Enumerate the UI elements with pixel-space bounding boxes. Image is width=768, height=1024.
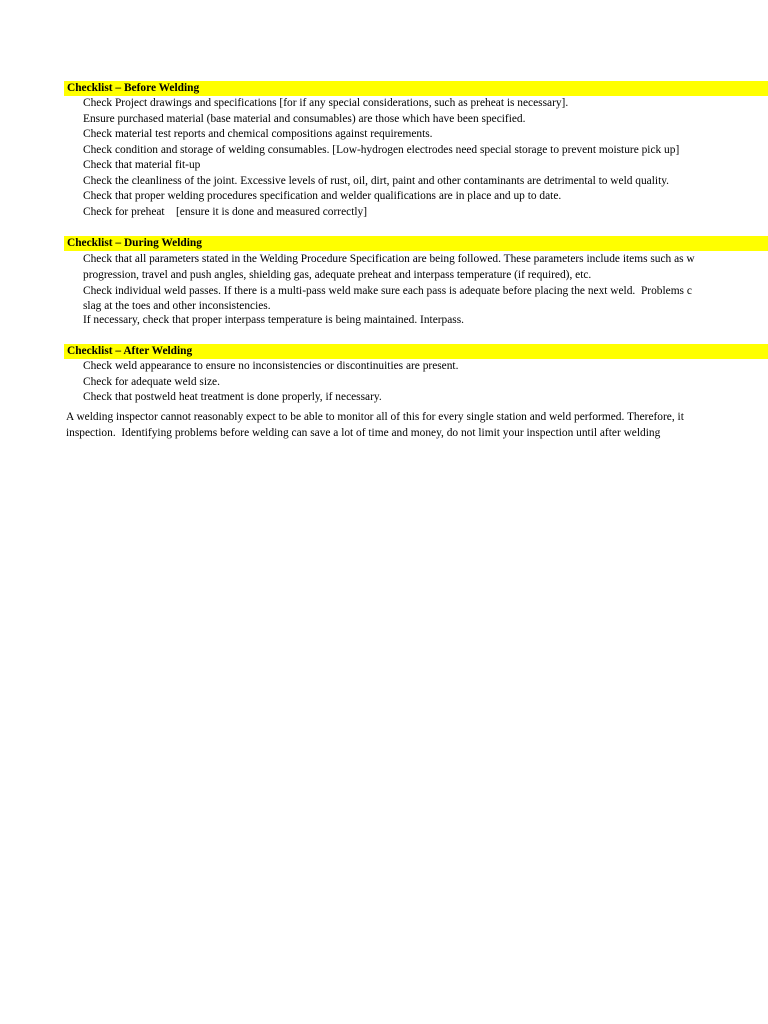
- checklist-item: Check material test reports and chemical compositions against requirements.: [83, 128, 433, 140]
- checklist-item: Check that postweld heat treatment is done properly, if necessary.: [83, 391, 382, 403]
- checklist-item-line: progression, travel and push angles, shielding gas, adequate preheat and interpass temperature (if required), etc.: [83, 268, 592, 281]
- checklist-item: Check Project drawings and specifications [for if any special considerations, such as preheat is necessary].: [83, 97, 569, 109]
- checklist-item: If necessary, check that proper interpass temperature is being maintained. Interpass.: [83, 314, 465, 326]
- checklist-item: Check the cleanliness of the joint. Excessive levels of rust, oil, dirt, paint and other contaminants are detrimental to weld quality.: [83, 174, 670, 187]
- checklist-item-line: Check individual weld passes. If there is a multi-pass weld make sure each pass is adequate before placing the next weld. Problems c: [83, 284, 692, 297]
- checklist-item: Check that proper welding procedures specification and welder qualifications are in place and up to date.: [83, 190, 562, 202]
- checklist-item: Check for adequate weld size.: [83, 375, 220, 388]
- checklist-item: Check that material fit-up: [83, 159, 201, 171]
- closing-paragraph: [66, 410, 768, 441]
- checklist-item: Check condition and storage of welding consumables. [Low-hydrogen electrodes need special storage to prevent moisture pick up]: [83, 143, 680, 156]
- checklist-item: [83, 252, 768, 283]
- checklist-item: [83, 284, 768, 315]
- section-heading-during-welding: Checklist – During Welding: [64, 236, 768, 251]
- checklist-item: Check for preheat [ensure it is done and measured correctly]: [83, 205, 368, 218]
- checklist-item-line: Check that all parameters stated in the Welding Procedure Specification are being followed. These parameters include items such as w: [83, 253, 695, 265]
- section-heading-before-welding: Checklist – Before Welding: [64, 81, 768, 96]
- checklist-item: Check weld appearance to ensure no inconsistencies or discontinuities are present.: [83, 360, 459, 372]
- checklist-item-line: slag at the toes and other inconsistencies.: [83, 300, 271, 312]
- closing-paragraph-line: inspection. Identifying problems before welding can save a lot of time and money, do not limit your inspection until after welding: [66, 426, 661, 439]
- closing-paragraph-line: A welding inspector cannot reasonably expect to be able to monitor all of this for every single station and weld performed. Therefore, it: [66, 411, 684, 423]
- checklist-item: Ensure purchased material (base material and consumables) are those which have been specified.: [83, 112, 526, 125]
- section-heading-after-welding: Checklist – After Welding: [64, 344, 768, 359]
